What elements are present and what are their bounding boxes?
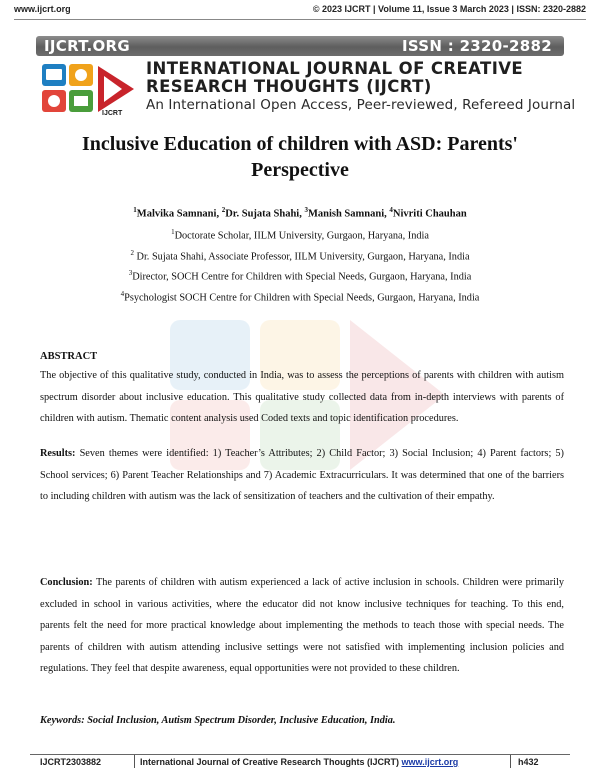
- affiliation-index: 4: [120, 290, 125, 298]
- paper-title-line2: Perspective: [251, 159, 349, 181]
- results-paragraph: [40, 443, 564, 508]
- header-divider: [14, 19, 586, 20]
- author-name: Dr. Sujata Shahi,: [225, 208, 305, 220]
- site-link[interactable]: www.ijcrt.org: [14, 4, 71, 14]
- journal-masthead: [146, 59, 576, 114]
- affiliation-text: Dr. Sujata Shahi, Associate Professor, IILM University, Gurgaon, Haryana, India: [133, 251, 470, 263]
- running-header: [14, 4, 586, 18]
- journal-name-line1: INTERNATIONAL JOURNAL OF CREATIVE: [146, 59, 524, 78]
- banner-site: IJCRT.ORG: [44, 37, 131, 55]
- footer-url-link[interactable]: www.ijcrt.org: [401, 757, 459, 767]
- conclusion-text: The parents of children with autism experienced a lack of active inclusion in schools. Children were primarily excluded in school in various activities, where the educator did not know inclusive techniques for teaching. To this end, parents felt the need for more practical knowledge about implementing the methods to teach those with special needs. The parents of children with autism attending inclusive settings were not satisfied with implementing inclusion policies and regulations. They feel that despite awareness, equal opportunities were not provided to these children.: [40, 577, 564, 674]
- affiliation-3: [30, 269, 570, 282]
- paper-id: IJCRT2303882: [40, 757, 102, 767]
- affiliation-2: [30, 249, 570, 262]
- affiliation-index: 3: [128, 269, 133, 277]
- affiliation-text: Psychologist SOCH Centre for Children with Special Needs, Gurgaon, Haryana, India: [124, 292, 480, 304]
- author-index: 2: [221, 206, 226, 214]
- footer-divider: [30, 754, 570, 755]
- author-name: Nivriti Chauhan: [392, 208, 467, 220]
- affiliation-text: Director, SOCH Centre for Children with Special Needs, Gurgaon, Haryana, India: [132, 271, 472, 283]
- paper-title: [30, 131, 570, 183]
- journal-banner: [36, 36, 564, 56]
- page-number: h432: [518, 757, 539, 767]
- banner-issn: ISSN : 2320-2882: [401, 37, 552, 55]
- affiliation-1: [30, 228, 570, 241]
- issue-info: © 2023 IJCRT | Volume 11, Issue 3 March 2023 | ISSN: 2320-2882: [312, 4, 586, 14]
- abstract-paragraph: The objective of this qualitative study, conducted in India, was to assess the perceptions of parents with children with autism spectrum disorder about inclusive education. This qualitative study collected data from in-depth interviews with parents of children with autism. Thematic content analysis used Coded texts and topic identification procedures.: [40, 370, 564, 424]
- affiliation-text: Doctorate Scholar, IILM University, Gurgaon, Haryana, India: [174, 230, 429, 242]
- keywords: Keywords: Social Inclusion, Autism Spectrum Disorder, Inclusive Education, India.: [40, 715, 396, 726]
- author-list: [30, 206, 570, 220]
- abstract-heading: ABSTRACT: [40, 351, 98, 362]
- author-name: Malvika Samnani,: [136, 208, 222, 220]
- footer-journal-name: International Journal of Creative Research Thoughts (IJCRT): [140, 757, 402, 767]
- footer-separator: [134, 755, 135, 768]
- author-index: 3: [304, 206, 308, 214]
- results-label: Results:: [40, 448, 76, 459]
- author-index: 4: [389, 206, 393, 214]
- journal-tagline: An International Open Access, Peer-reviewed, Refereed Journal: [146, 97, 576, 113]
- affiliation-index: 1: [171, 228, 175, 236]
- paper-title-line1: Inclusive Education of children with ASD: Parents': [82, 133, 518, 155]
- watermark-logo-icon: [160, 300, 450, 580]
- ijcrt-logo-icon: [38, 60, 138, 118]
- results-text: Seven themes were identified: 1) Teacher’s Attributes; 2) Child Factor; 3) Social Inclusion; 4) Parent factors; 5) School services; 6) Parent Teacher Relationships and 7) Academic Extracurriculars. It was determined that one of the barriers to including children with autism was the lack of sensitization of teachers and the cultivation of their empathy.: [40, 448, 564, 502]
- journal-name-line2: RESEARCH THOUGHTS (IJCRT): [146, 77, 432, 96]
- conclusion-label: Conclusion:: [40, 577, 93, 588]
- author-name: Manish Samnani,: [307, 208, 390, 220]
- affiliation-4: [30, 290, 570, 303]
- logo-lettering: IJCRT: [102, 110, 123, 117]
- affiliation-index: 2: [130, 249, 134, 257]
- footer-journal: [140, 757, 458, 767]
- conclusion-paragraph: [40, 572, 564, 680]
- author-index: 1: [133, 206, 137, 214]
- footer-separator: [510, 755, 511, 768]
- page-footer: [30, 754, 570, 772]
